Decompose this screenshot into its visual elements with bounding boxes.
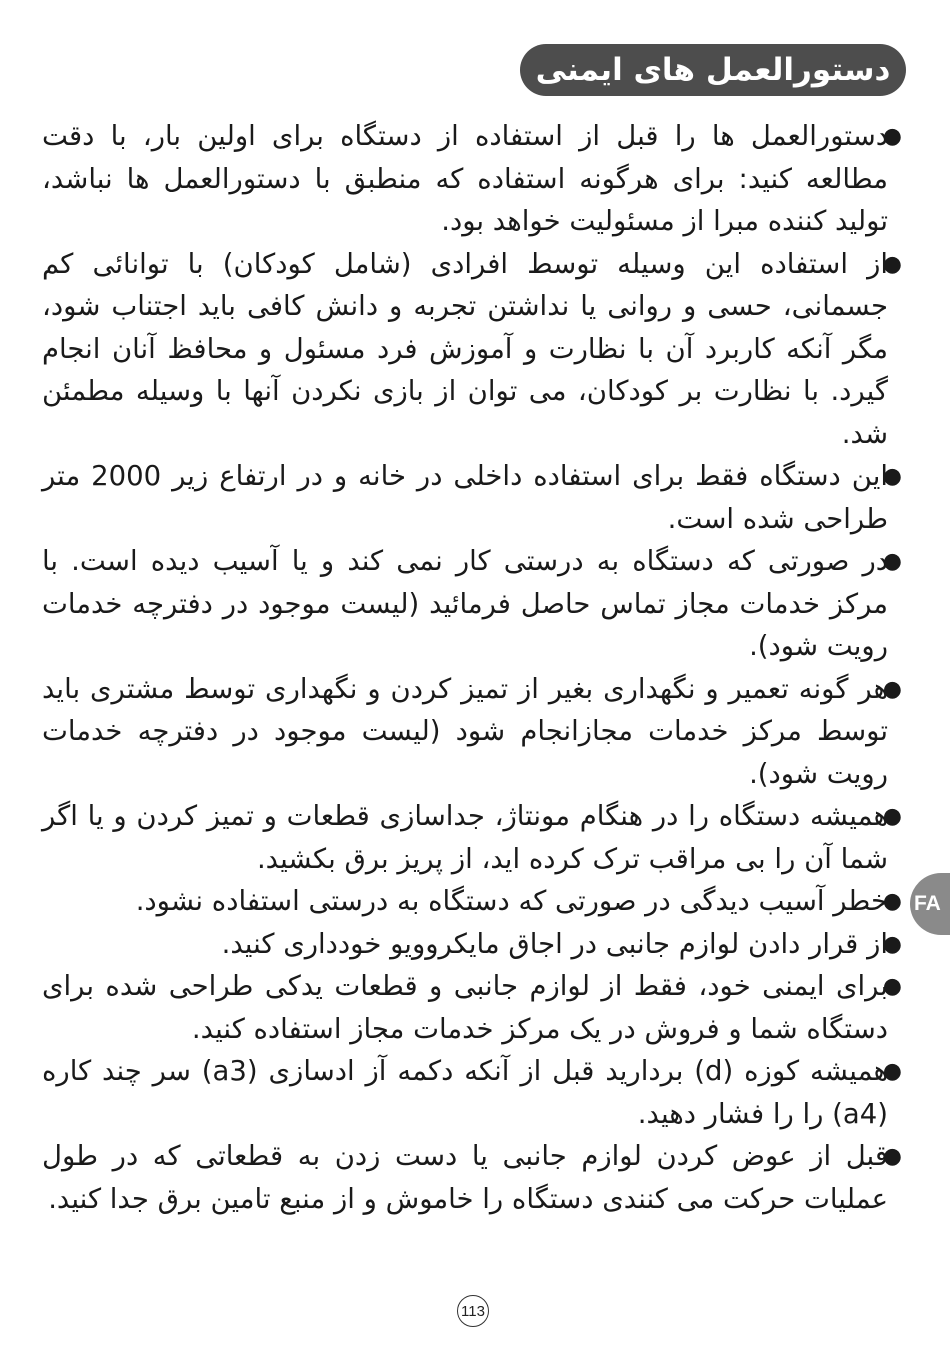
list-item bbox=[42, 1050, 902, 1135]
list-item-text: این دستگاه فقط برای استفاده داخلی در خانه و در ارتفاع زیر 2000 متر طراحی شده است. bbox=[42, 460, 888, 535]
list-item bbox=[42, 243, 902, 456]
list-item-text: قبل از عوض کردن لوازم جانبی یا دست زدن به قطعاتی که در طول عملیات حرکت می کنندی دستگاه را خاموش و از منبع تامین برق جدا کنید. bbox=[42, 1140, 888, 1215]
page-title: دستورالعمل های ایمنی bbox=[535, 52, 891, 88]
section-title-banner bbox=[520, 44, 906, 96]
bullet-icon: ● bbox=[882, 1144, 902, 1169]
list-item-text: هر گونه تعمیر و نگهداری بغیر از تمیز کردن و نگهداری توسط مشتری باید توسط مرکز خدمات مجازانجام شود (لیست موجود در دفترچه خدمات رویت شود). bbox=[42, 672, 888, 790]
bullet-icon: ● bbox=[882, 251, 902, 277]
list-item bbox=[42, 455, 902, 540]
list-item-text: خطر آسیب دیدگی در صورتی که دستگاه به درستی استفاده نشود. bbox=[135, 885, 888, 917]
list-item bbox=[42, 880, 902, 923]
list-item-text: از استفاده این وسیله توسط افرادی (شامل کودکان) با توانائی کم جسمانی، حسی و روانی یا نداشتن تجربه و دانش کافی باید اجتناب شود، مگر آنکه کاربرد آن با نظارت و آموزش فرد مسئول و محافظ آنان انجام گیرد. با نظارت بر کودکان، می توان از بازی نکردن آنها با وسیله مطمئن شد. bbox=[42, 247, 888, 450]
list-item-text: در صورتی که دستگاه به درستی کار نمی کند و یا آسیب دیده است. با مرکز خدمات مجاز تماس حاصل فرمائید (لیست موجود در دفترچه خدمات رویت شود). bbox=[42, 545, 888, 662]
list-item-text: دستورالعمل ها را قبل از استفاده از دستگاه برای اولین بار، با دقت مطالعه کنید: برای هرگونه استفاده که منطبق با دستورالعمل ها نباشد، تولید کننده مبرا از مسئولیت خواهد بود. bbox=[42, 120, 888, 237]
bullet-icon: ● bbox=[882, 931, 902, 957]
list-item bbox=[42, 965, 902, 1050]
bullet-icon: ● bbox=[882, 676, 902, 702]
list-item-text: همیشه دستگاه را در هنگام مونتاژ، جداسازی قطعات و تمیز کردن و یا اگر شما آن را بی مراقب ترک کرده اید، از پریز برق بکشید. bbox=[42, 800, 888, 875]
bullet-icon: ● bbox=[882, 889, 902, 914]
bullet-icon: ● bbox=[882, 804, 902, 829]
page-number: 113 bbox=[457, 1295, 489, 1327]
list-item-text: همیشه کوزه (d) بردارید قبل از آنکه دکمه آز ادسازی (a3) سر چند کاره (a4) را را فشار دهید. bbox=[42, 1055, 888, 1130]
bullet-icon: ● bbox=[882, 464, 902, 489]
list-item bbox=[42, 795, 902, 880]
list-item bbox=[42, 668, 902, 796]
list-item-text: برای ایمنی خود، فقط از لوازم جانبی و قطعات یدکی طراحی شده برای دستگاه شما و فروش در یک مرکز خدمات مجاز استفاده کنید. bbox=[42, 970, 888, 1045]
list-item bbox=[42, 540, 902, 668]
language-tab-label: FA bbox=[914, 892, 941, 915]
list-item bbox=[42, 1135, 902, 1220]
list-item-text: از قرار دادن لوازم جانبی در اجاق مایکروویو خودداری کنید. bbox=[221, 927, 888, 960]
list-item bbox=[42, 115, 902, 243]
bullet-icon: ● bbox=[882, 549, 902, 574]
bullet-icon: ● bbox=[882, 1059, 902, 1084]
list-item bbox=[42, 923, 902, 966]
bullet-icon: ● bbox=[882, 124, 902, 149]
safety-instructions-list bbox=[42, 115, 902, 1220]
bullet-icon: ● bbox=[882, 974, 902, 999]
